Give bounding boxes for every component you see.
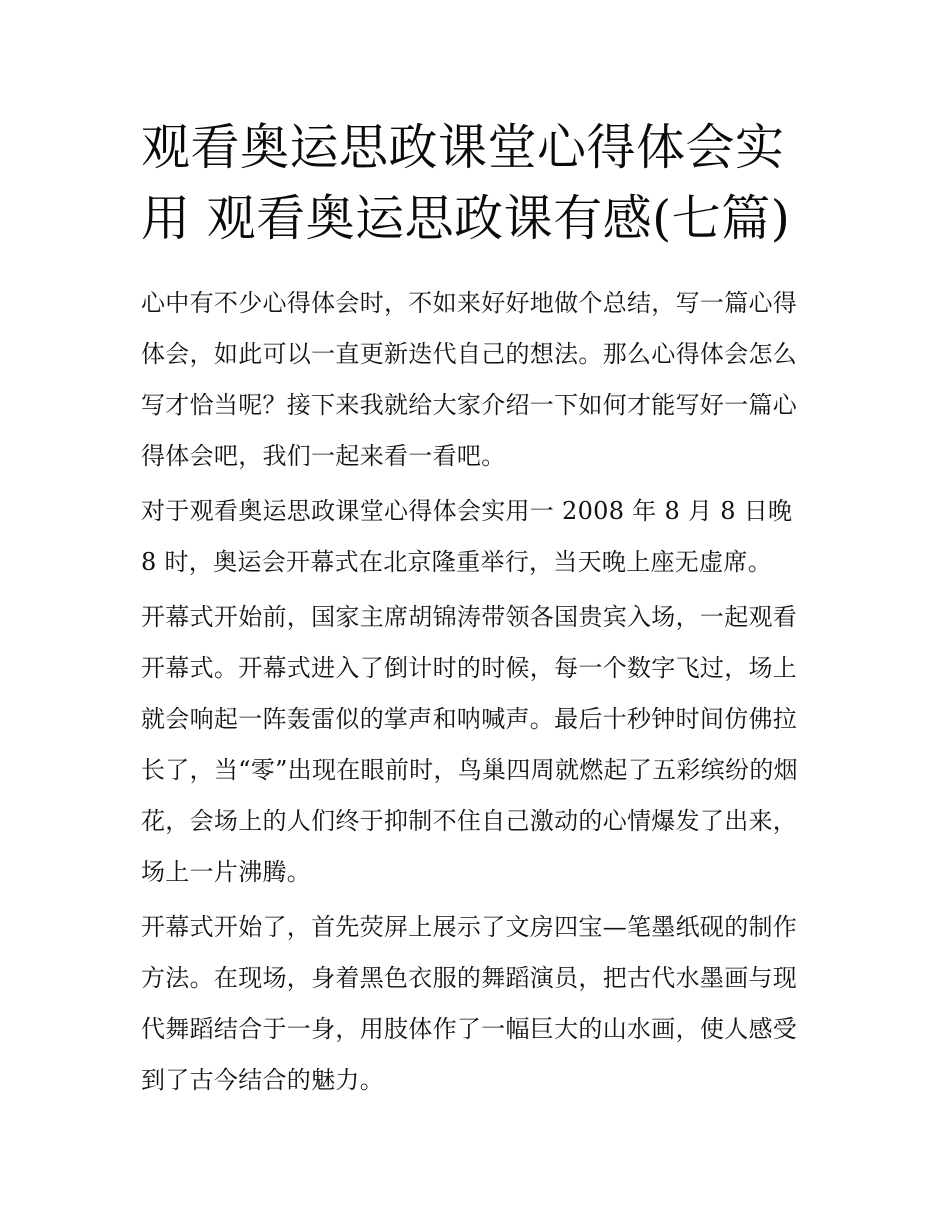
- paragraph-intro: 心中有不少心得体会时，不如来好好地做个总结，写一篇心得体会，如此可以一直更新迭代自己的想法。那么心得体会怎么写才恰当呢？接下来我就给大家介绍一下如何才能写好一篇心得体会吧，我们一起来看一看吧。: [141, 289, 798, 470]
- paragraph-countdown: 开幕式开始前，国家主席胡锦涛带领各国贵宾入场，一起观看开幕式。开幕式进入了倒计时的时候，每一个数字飞过，场上就会响起一阵轰雷似的掌声和呐喊声。最后十秒钟时间仿佛拉长了，当“零”出现在眼前时，鸟巢四周就燃起了五彩缤纷的烟花，会场上的人们终于抑制不住自己激动的心情爆发了出来，场上一片沸腾。: [141, 603, 798, 886]
- document-page: [141, 112, 813, 1110]
- paragraph-opening-date: 对于观看奥运思政课堂心得体会实用一 2008 年 8 月 8 日晚 8 时，奥运会开幕式在北京隆重举行，当天晚上座无虚席。: [141, 497, 793, 576]
- document-title: 观看奥运思政课堂心得体会实用 观看奥运思政课有感(七篇): [141, 119, 791, 247]
- document-body: [141, 278, 813, 1106]
- paragraph-performance: 开幕式开始了，首先荧屏上展示了文房四宝—笔墨纸砚的制作方法。在现场，身着黑色衣服的舞蹈演员，把古代水墨画与现代舞蹈结合于一身，用肢体作了一幅巨大的山水画，使人感受到了古今结合的魅力。: [141, 913, 798, 1094]
